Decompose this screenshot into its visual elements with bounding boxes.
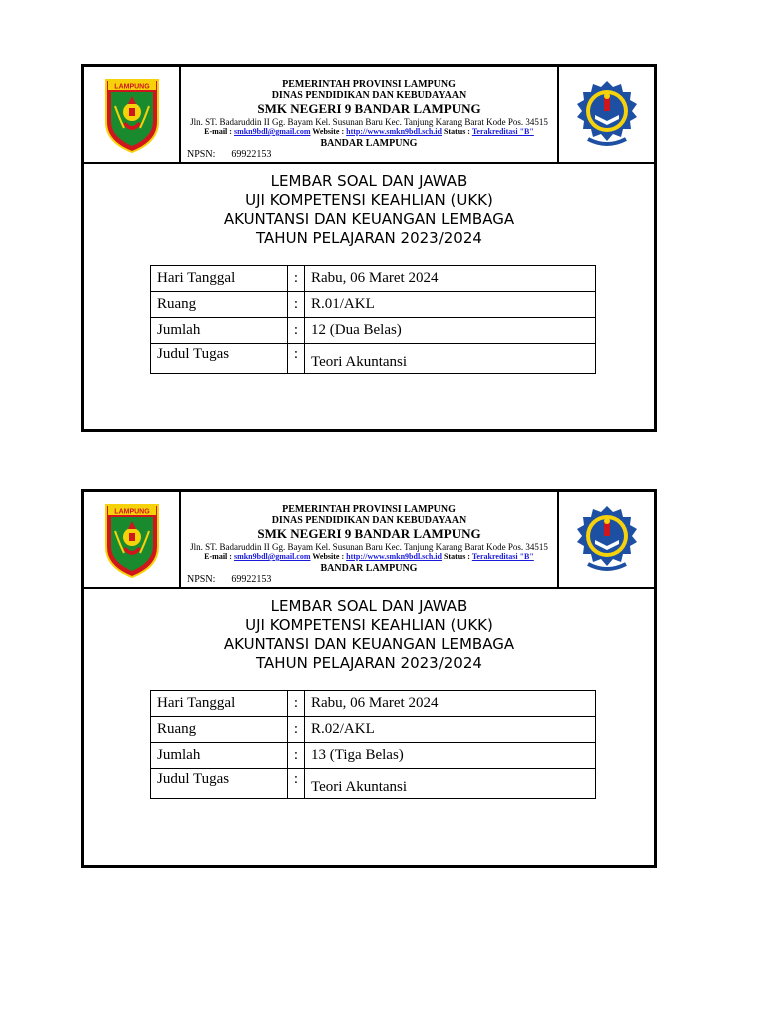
title-line-3: AKUNTANSI DAN KEUANGAN LEMBAGA bbox=[223, 635, 515, 653]
room-label: Ruang bbox=[151, 717, 288, 743]
room-label: Ruang bbox=[151, 292, 288, 318]
lampung-emblem-icon bbox=[102, 76, 162, 154]
colon: : bbox=[288, 318, 305, 344]
school-logo-icon bbox=[574, 504, 640, 576]
exam-title bbox=[84, 172, 654, 248]
accreditation-status[interactable]: Terakreditasi "B" bbox=[471, 552, 534, 561]
colon: : bbox=[288, 266, 305, 292]
count-value: 12 (Dua Belas) bbox=[305, 318, 596, 344]
exam-title bbox=[84, 597, 654, 673]
email-link[interactable]: smkn9bdl@gmail.com bbox=[233, 552, 311, 561]
colon: : bbox=[288, 344, 305, 374]
school-name: SMK NEGERI 9 BANDAR LAMPUNG bbox=[257, 101, 481, 116]
svg-text:LAMPUNG: LAMPUNG bbox=[113, 508, 150, 515]
contact-line: E-mail : smkn9bdl@gmail.com Website : http://www.smkn9bdl.sch.id Status : Terakreditasi "B" bbox=[204, 552, 534, 561]
table-row bbox=[151, 769, 596, 799]
task-label: Judul Tugas bbox=[151, 769, 288, 799]
contact-line: E-mail : smkn9bdl@gmail.com Website : http://www.smkn9bdl.sch.id Status : Terakreditasi "B" bbox=[204, 127, 534, 136]
table-row bbox=[151, 743, 596, 769]
government-name: PEMERINTAH PROVINSI LAMPUNG bbox=[282, 504, 456, 515]
school-logo-icon bbox=[574, 79, 640, 151]
city-name: BANDAR LAMPUNG bbox=[320, 563, 418, 574]
letterhead bbox=[84, 492, 654, 589]
website-link[interactable]: http://www.smkn9bdl.sch.id bbox=[346, 127, 442, 136]
npsn: NPSN: 69922153 bbox=[187, 574, 272, 585]
title-line-4: TAHUN PELAJARAN 2023/2024 bbox=[256, 654, 482, 672]
exam-info-table bbox=[150, 690, 596, 799]
room-value: R.02/AKL bbox=[305, 717, 596, 743]
government-name: PEMERINTAH PROVINSI LAMPUNG bbox=[282, 79, 456, 90]
task-value: Teori Akuntansi bbox=[305, 344, 596, 374]
colon: : bbox=[288, 743, 305, 769]
table-row bbox=[151, 266, 596, 292]
letterhead-text bbox=[181, 67, 557, 162]
department-name: DINAS PENDIDIKAN DAN KEBUDAYAAN bbox=[271, 515, 467, 526]
date-label: Hari Tanggal bbox=[151, 691, 288, 717]
colon: : bbox=[288, 717, 305, 743]
school-logo-frame bbox=[557, 492, 654, 587]
lampung-emblem-frame bbox=[84, 67, 181, 162]
count-label: Jumlah bbox=[151, 318, 288, 344]
count-label: Jumlah bbox=[151, 743, 288, 769]
accreditation-status[interactable]: Terakreditasi "B" bbox=[471, 127, 534, 136]
table-row bbox=[151, 292, 596, 318]
exam-card-2 bbox=[81, 489, 657, 868]
school-logo-frame bbox=[557, 67, 654, 162]
city-name: BANDAR LAMPUNG bbox=[320, 138, 418, 149]
colon: : bbox=[288, 292, 305, 318]
table-row bbox=[151, 318, 596, 344]
count-value: 13 (Tiga Belas) bbox=[305, 743, 596, 769]
title-line-2: UJI KOMPETENSI KEAHLIAN (UKK) bbox=[245, 616, 493, 634]
title-line-1: LEMBAR SOAL DAN JAWAB bbox=[270, 172, 468, 190]
exam-card-1 bbox=[81, 64, 657, 432]
npsn: NPSN: 69922153 bbox=[187, 149, 272, 160]
table-row bbox=[151, 691, 596, 717]
department-name: DINAS PENDIDIKAN DAN KEBUDAYAAN bbox=[271, 90, 467, 101]
svg-text:LAMPUNG: LAMPUNG bbox=[113, 83, 150, 90]
exam-info-table bbox=[150, 265, 596, 374]
email-link[interactable]: smkn9bdl@gmail.com bbox=[233, 127, 311, 136]
title-line-3: AKUNTANSI DAN KEUANGAN LEMBAGA bbox=[223, 210, 515, 228]
school-name: SMK NEGERI 9 BANDAR LAMPUNG bbox=[257, 526, 481, 541]
lampung-emblem-icon bbox=[102, 501, 162, 579]
date-label: Hari Tanggal bbox=[151, 266, 288, 292]
colon: : bbox=[288, 769, 305, 799]
letterhead-text bbox=[181, 492, 557, 587]
task-value: Teori Akuntansi bbox=[305, 769, 596, 799]
date-value: Rabu, 06 Maret 2024 bbox=[305, 266, 596, 292]
date-value: Rabu, 06 Maret 2024 bbox=[305, 691, 596, 717]
task-label: Judul Tugas bbox=[151, 344, 288, 374]
website-link[interactable]: http://www.smkn9bdl.sch.id bbox=[346, 552, 442, 561]
colon: : bbox=[288, 691, 305, 717]
table-row bbox=[151, 717, 596, 743]
table-row bbox=[151, 344, 596, 374]
letterhead bbox=[84, 67, 654, 164]
title-line-1: LEMBAR SOAL DAN JAWAB bbox=[270, 597, 468, 615]
room-value: R.01/AKL bbox=[305, 292, 596, 318]
title-line-2: UJI KOMPETENSI KEAHLIAN (UKK) bbox=[245, 191, 493, 209]
school-address: Jln. ST. Badaruddin II Gg. Bayam Kel. Susunan Baru Kec. Tanjung Karang Barat Kode Pos. 34515 bbox=[190, 542, 548, 552]
lampung-emblem-frame bbox=[84, 492, 181, 587]
title-line-4: TAHUN PELAJARAN 2023/2024 bbox=[256, 229, 482, 247]
school-address: Jln. ST. Badaruddin II Gg. Bayam Kel. Susunan Baru Kec. Tanjung Karang Barat Kode Pos. 34515 bbox=[190, 117, 548, 127]
